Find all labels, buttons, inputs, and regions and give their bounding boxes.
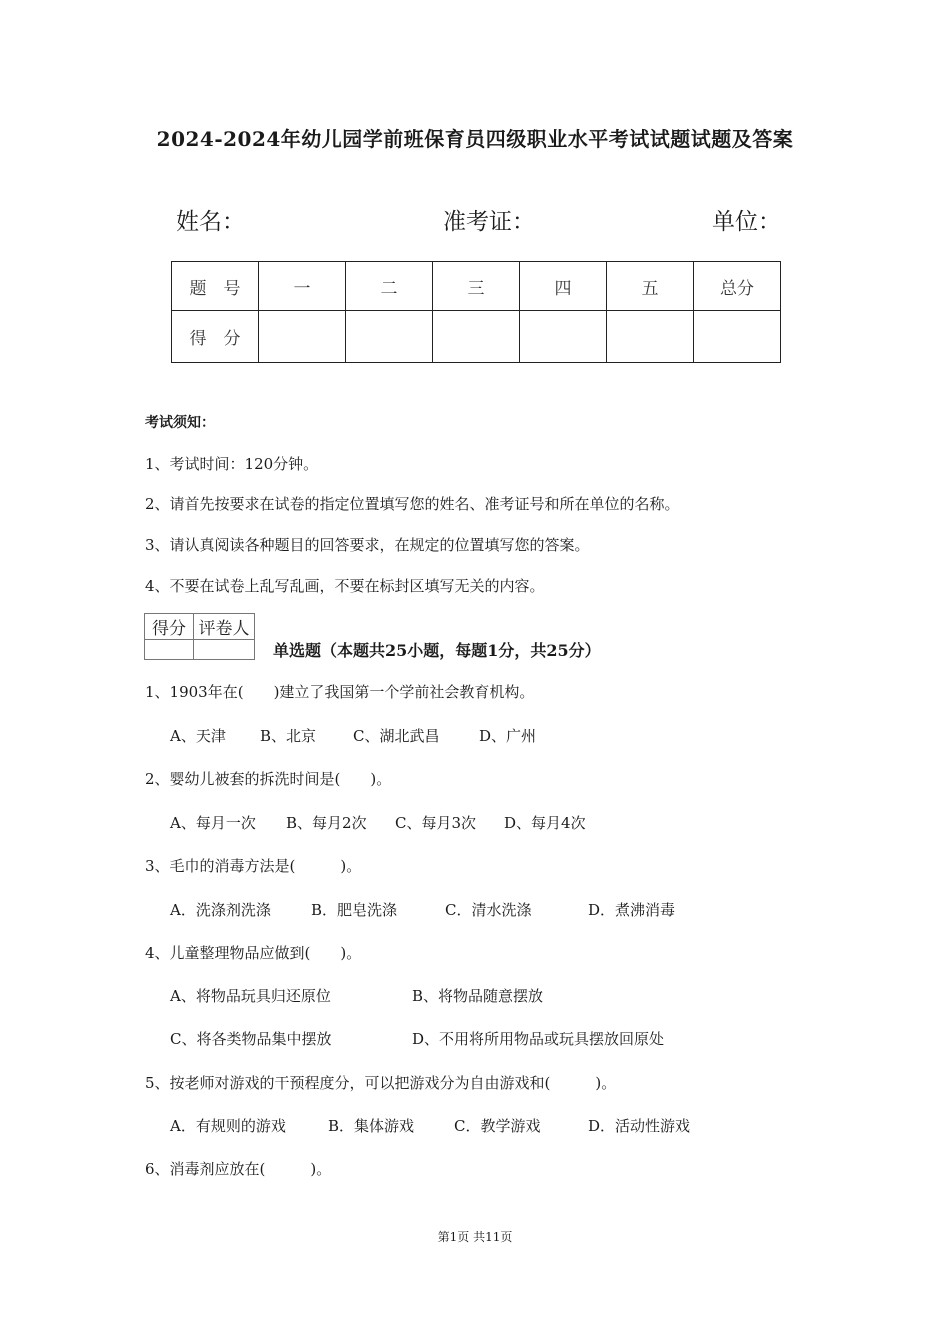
option-b[interactable]: B、每月2次 <box>286 814 367 832</box>
score-table-score-row <box>172 311 781 363</box>
document-title <box>130 120 820 158</box>
option-a[interactable]: A、将物品玩具归还原位 <box>170 987 331 1005</box>
score-table-cell: 五 <box>607 262 694 311</box>
option-a[interactable]: A、天津 <box>170 727 226 745</box>
score-table-cell: 总分 <box>694 262 781 311</box>
question-5: 5、按老师对游戏的干预程度分，可以把游戏分为自由游戏和( )。 <box>145 1074 617 1092</box>
score-entry-cell[interactable] <box>433 311 520 363</box>
option-b[interactable]: B．集体游戏 <box>328 1117 415 1135</box>
option-d[interactable]: D、每月4次 <box>504 814 586 832</box>
option-c[interactable]: C、将各类物品集中摆放 <box>170 1030 332 1048</box>
score-table-cell: 一 <box>259 262 346 311</box>
question-3: 3、毛巾的消毒方法是( )。 <box>145 857 362 875</box>
option-b[interactable]: B、将物品随意摆放 <box>412 987 544 1005</box>
option-b[interactable]: B．肥皂洗涤 <box>311 901 398 919</box>
title-text: 2024-2024年幼儿园学前班保育员四级职业水平考试试题试题及答案 <box>156 127 794 151</box>
grader-reviewer-label: 评卷人 <box>194 614 255 640</box>
exam-id-label: 准考证： <box>443 209 535 235</box>
score-table <box>171 261 781 363</box>
score-entry-cell[interactable] <box>607 311 694 363</box>
option-c[interactable]: C．清水洗涤 <box>445 901 532 919</box>
grader-score-label: 得分 <box>145 614 194 640</box>
notice-item: 1、考试时间：120分钟。 <box>145 455 319 473</box>
question-1: 1、1903年在( )建立了我国第一个学前社会教育机构。 <box>145 683 535 701</box>
option-a[interactable]: A．有规则的游戏 <box>170 1117 286 1135</box>
score-table-header-row <box>172 262 781 311</box>
score-entry-cell[interactable] <box>346 311 433 363</box>
score-table-cell: 三 <box>433 262 520 311</box>
option-a[interactable]: A．洗涤剂洗涤 <box>170 901 271 919</box>
option-c[interactable]: C．教学游戏 <box>454 1117 541 1135</box>
option-c[interactable]: C、每月3次 <box>395 814 477 832</box>
unit-label: 单位： <box>712 209 781 235</box>
grader-score-cell[interactable] <box>145 640 194 660</box>
option-b[interactable]: B、北京 <box>260 727 317 745</box>
option-d[interactable]: D．活动性游戏 <box>588 1117 691 1135</box>
name-label: 姓名： <box>176 209 245 235</box>
score-entry-cell[interactable] <box>694 311 781 363</box>
option-d[interactable]: D．煮沸消毒 <box>588 901 676 919</box>
section-title: 单选题（本题共25小题，每题1分，共25分） <box>273 641 601 660</box>
score-table-cell: 二 <box>346 262 433 311</box>
page-footer: 第1页 共11页 <box>437 1230 513 1244</box>
notice-item: 2、请首先按要求在试卷的指定位置填写您的姓名、准考证号和所在单位的名称。 <box>145 495 680 513</box>
grader-reviewer-cell[interactable] <box>194 640 255 660</box>
score-entry-cell[interactable] <box>520 311 607 363</box>
question-6: 6、消毒剂应放在( )。 <box>145 1160 332 1178</box>
score-table-cell: 四 <box>520 262 607 311</box>
option-c[interactable]: C、湖北武昌 <box>353 727 440 745</box>
score-table-cell: 题 号 <box>172 262 259 311</box>
option-a[interactable]: A、每月一次 <box>170 814 256 832</box>
score-entry-cell[interactable] <box>259 311 346 363</box>
score-table-cell: 得 分 <box>172 311 259 363</box>
grader-table <box>144 613 255 660</box>
option-d[interactable]: D、不用将所用物品或玩具摆放回原处 <box>412 1030 665 1048</box>
notice-heading: 考试须知： <box>145 415 215 431</box>
question-2: 2、婴幼儿被套的拆洗时间是( )。 <box>145 770 392 788</box>
notice-item: 4、不要在试卷上乱写乱画，不要在标封区填写无关的内容。 <box>145 577 545 595</box>
option-d[interactable]: D、广州 <box>479 727 537 745</box>
question-4: 4、儿童整理物品应做到( )。 <box>145 944 362 962</box>
notice-item: 3、请认真阅读各种题目的回答要求，在规定的位置填写您的答案。 <box>145 536 590 554</box>
